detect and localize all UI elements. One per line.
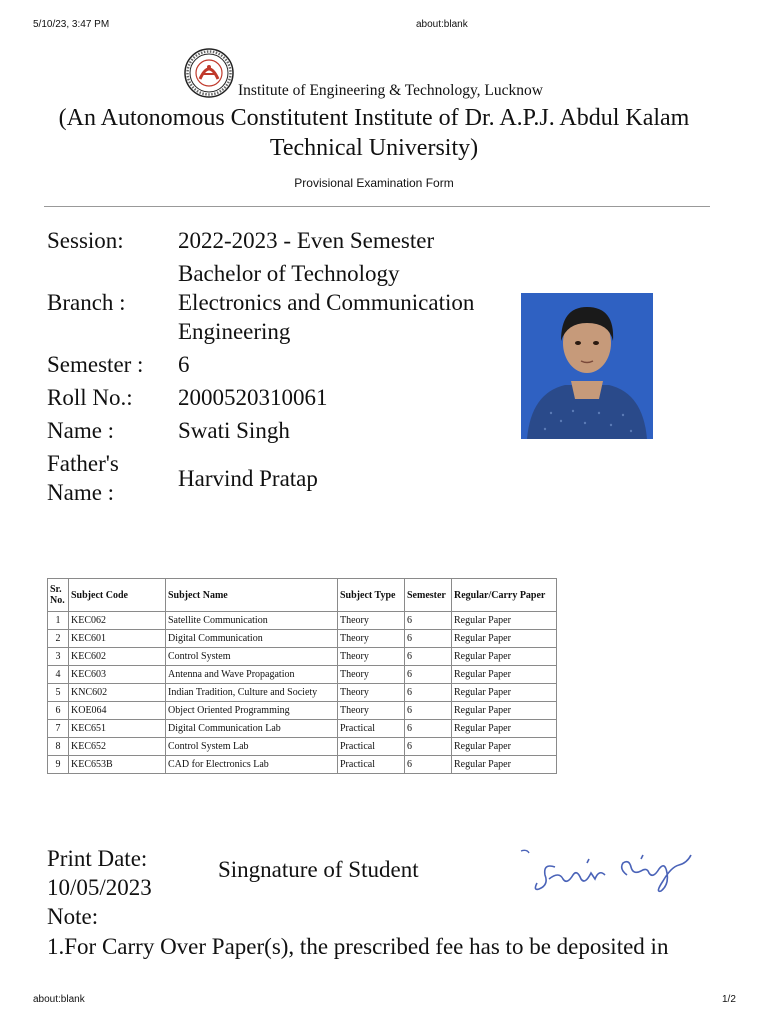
table-row [48, 666, 557, 684]
branch-value-line1: Electronics and Communication [178, 290, 475, 315]
print-date-value: 10/05/2023 [47, 875, 152, 900]
table-row [48, 648, 557, 666]
father-value: Harvind Pratap [178, 466, 318, 491]
col-subject-name: Subject Name [166, 579, 338, 612]
table-row [48, 738, 557, 756]
cell-subject-type: Theory [338, 684, 405, 702]
session-value: 2022-2023 - Even Semester [178, 228, 435, 253]
father-label-line2: Name : [47, 480, 115, 505]
table-header-row [48, 579, 557, 612]
cell-subject-name: Digital Communication Lab [166, 720, 338, 738]
cell-subject-type: Theory [338, 666, 405, 684]
table-row [48, 612, 557, 630]
name-value: Swati Singh [178, 418, 290, 443]
cell-subject-name: Antenna and Wave Propagation [166, 666, 338, 684]
session-label: Session: [47, 228, 124, 253]
cell-sr-no: 3 [48, 648, 69, 666]
cell-subject-code: KEC651 [69, 720, 166, 738]
cell-subject-name: Control System [166, 648, 338, 666]
cell-semester: 6 [405, 612, 452, 630]
cell-subject-type: Practical [338, 756, 405, 774]
program-value: Bachelor of Technology [178, 261, 400, 286]
cell-sr-no: 6 [48, 702, 69, 720]
cell-paper-type: Regular Paper [452, 630, 557, 648]
print-url-footer: about:blank [33, 994, 85, 1005]
student-signature [515, 845, 710, 895]
col-semester: Semester [405, 579, 452, 612]
cell-subject-type: Practical [338, 738, 405, 756]
cell-sr-no: 2 [48, 630, 69, 648]
note-label: Note: [47, 904, 99, 929]
roll-label: Roll No.: [47, 385, 133, 410]
cell-sr-no: 9 [48, 756, 69, 774]
cell-sr-no: 8 [48, 738, 69, 756]
iet-logo-icon [183, 47, 235, 99]
cell-subject-code: KEC601 [69, 630, 166, 648]
cell-subject-type: Theory [338, 630, 405, 648]
cell-subject-code: KEC652 [69, 738, 166, 756]
institute-subtitle: (An Autonomous Constitutent Institute of Dr. A.P.J. Abdul Kalam Technical University) [58, 105, 690, 161]
cell-subject-name: Control System Lab [166, 738, 338, 756]
semester-value: 6 [178, 352, 190, 377]
col-sr-no: Sr. No. [48, 579, 69, 612]
table-row [48, 684, 557, 702]
cell-subject-code: KEC653B [69, 756, 166, 774]
note-text: 1.For Carry Over Paper(s), the prescribed fee has to be deposited in [47, 934, 669, 959]
branch-label: Branch : [47, 290, 126, 315]
cell-subject-name: Indian Tradition, Culture and Society [166, 684, 338, 702]
semester-label: Semester : [47, 352, 144, 377]
cell-semester: 6 [405, 756, 452, 774]
student-photo [521, 293, 653, 439]
cell-paper-type: Regular Paper [452, 720, 557, 738]
print-date-label: Print Date: [47, 846, 148, 871]
cell-subject-code: KEC062 [69, 612, 166, 630]
cell-paper-type: Regular Paper [452, 612, 557, 630]
cell-paper-type: Regular Paper [452, 702, 557, 720]
cell-subject-code: KEC602 [69, 648, 166, 666]
col-paper-type: Regular/Carry Paper [452, 579, 557, 612]
header-divider [44, 206, 710, 207]
table-row [48, 720, 557, 738]
cell-sr-no: 5 [48, 684, 69, 702]
table-row [48, 756, 557, 774]
cell-subject-type: Theory [338, 702, 405, 720]
father-label-line1: Father's [47, 451, 119, 476]
cell-semester: 6 [405, 630, 452, 648]
cell-sr-no: 1 [48, 612, 69, 630]
signature-label: Singnature of Student [218, 857, 419, 882]
cell-semester: 6 [405, 648, 452, 666]
cell-subject-code: KOE064 [69, 702, 166, 720]
print-url-header: about:blank [416, 19, 468, 30]
cell-sr-no: 7 [48, 720, 69, 738]
cell-semester: 6 [405, 684, 452, 702]
col-subject-type: Subject Type [338, 579, 405, 612]
table-row [48, 630, 557, 648]
roll-value: 2000520310061 [178, 385, 328, 410]
cell-paper-type: Regular Paper [452, 666, 557, 684]
cell-subject-name: Digital Communication [166, 630, 338, 648]
cell-subject-type: Theory [338, 648, 405, 666]
cell-paper-type: Regular Paper [452, 756, 557, 774]
cell-subject-name: Satellite Communication [166, 612, 338, 630]
institute-name: Institute of Engineering & Technology, Lucknow [238, 82, 543, 99]
cell-paper-type: Regular Paper [452, 648, 557, 666]
cell-sr-no: 4 [48, 666, 69, 684]
cell-subject-name: Object Oriented Programming [166, 702, 338, 720]
branch-value-line2: Engineering [178, 319, 291, 344]
print-timestamp: 5/10/23, 3:47 PM [33, 19, 110, 30]
cell-subject-type: Practical [338, 720, 405, 738]
cell-paper-type: Regular Paper [452, 684, 557, 702]
cell-semester: 6 [405, 738, 452, 756]
cell-subject-code: KNC602 [69, 684, 166, 702]
table-row [48, 702, 557, 720]
page-number: 1/2 [722, 994, 736, 1005]
cell-semester: 6 [405, 702, 452, 720]
cell-subject-type: Theory [338, 612, 405, 630]
form-title: Provisional Examination Form [294, 176, 454, 190]
name-label: Name : [47, 418, 115, 443]
col-subject-code: Subject Code [69, 579, 166, 612]
subject-table [47, 578, 557, 774]
cell-semester: 6 [405, 666, 452, 684]
cell-subject-code: KEC603 [69, 666, 166, 684]
cell-subject-name: CAD for Electronics Lab [166, 756, 338, 774]
cell-semester: 6 [405, 720, 452, 738]
cell-paper-type: Regular Paper [452, 738, 557, 756]
